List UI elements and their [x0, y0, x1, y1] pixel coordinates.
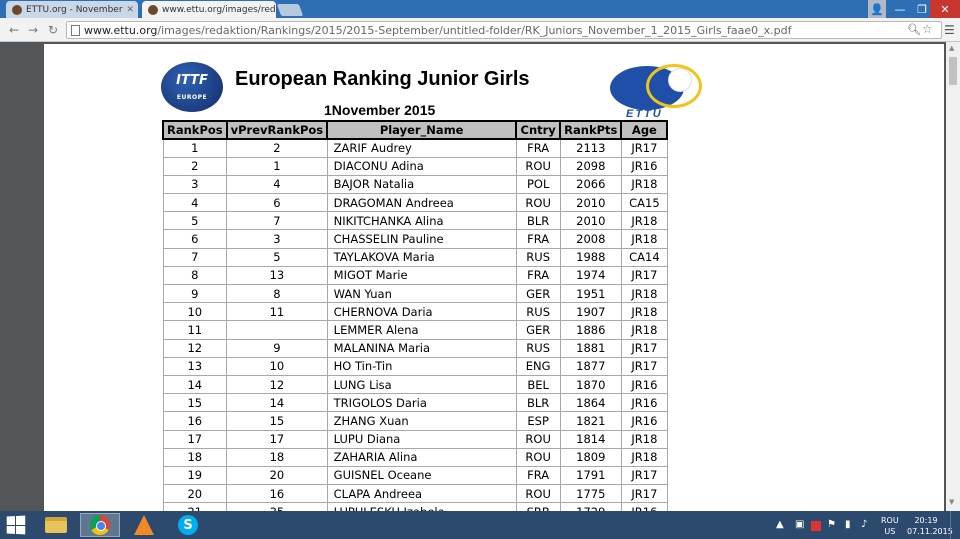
cell-player-name: DIACONU Adina [327, 157, 516, 175]
cell-rankpos: 19 [163, 466, 227, 484]
cell-prevrankpos: 3 [227, 230, 328, 248]
cell-rankpts: 1988 [560, 248, 621, 266]
cell-rankpts: 2066 [560, 175, 621, 193]
file-explorer-icon [45, 517, 67, 533]
keyboard-layout: US [884, 527, 896, 536]
table-row [163, 466, 667, 484]
cell-age: JR17 [621, 466, 667, 484]
table-row [163, 321, 667, 339]
cell-prevrankpos: 14 [227, 394, 328, 412]
cell-age: JR17 [621, 139, 667, 157]
show-desktop-button[interactable] [950, 511, 960, 539]
chrome-icon [90, 515, 110, 535]
cell-age: JR17 [621, 485, 667, 503]
document-title: European Ranking Junior Girls [235, 68, 530, 90]
back-arrow-icon[interactable]: ← [8, 23, 20, 37]
tray-app-icon[interactable]: ▣ [795, 519, 805, 530]
skype-icon: S [178, 515, 198, 535]
cell-player-name: BAJOR Natalia [327, 175, 516, 193]
table-row [163, 412, 667, 430]
taskbar-chrome[interactable] [80, 513, 120, 537]
zoom-icon[interactable]: 🔍︎ [907, 23, 921, 36]
cell-cntry: ROU [516, 430, 560, 448]
cell-rankpos: 1 [163, 139, 227, 157]
cell-rankpts: 2113 [560, 139, 621, 157]
cell-cntry: ESP [516, 412, 560, 430]
start-pane [7, 525, 15, 533]
cell-player-name: ZARIF Audrey [327, 139, 516, 157]
col-header-cntry: Cntry [516, 121, 560, 139]
table-row [163, 357, 667, 375]
ettu-favicon-icon [12, 5, 22, 15]
cell-rankpos: 7 [163, 248, 227, 266]
cell-rankpos: 16 [163, 412, 227, 430]
cell-rankpts: 1974 [560, 266, 621, 284]
cell-player-name: MIGOT Marie [327, 266, 516, 284]
table-row [163, 448, 667, 466]
cell-player-name: DRAGOMAN Andreea [327, 194, 516, 212]
scroll-up-arrow-icon[interactable]: ▲ [949, 44, 955, 52]
logo-ball [668, 68, 692, 92]
new-tab-button[interactable] [277, 4, 303, 16]
cell-prevrankpos: 7 [227, 212, 328, 230]
cell-cntry: ROU [516, 485, 560, 503]
cell-rankpts: 1864 [560, 394, 621, 412]
cell-cntry: BLR [516, 394, 560, 412]
cell-age: JR17 [621, 357, 667, 375]
start-pane [16, 526, 25, 535]
cell-rankpts: 1809 [560, 448, 621, 466]
tray-volume-icon[interactable]: ♪ [861, 519, 868, 530]
cell-prevrankpos: 12 [227, 375, 328, 393]
cell-rankpos: 11 [163, 321, 227, 339]
cell-cntry: BLR [516, 212, 560, 230]
tab-title: www.ettu.org/images/red [162, 4, 276, 15]
logo-word: EUROPE [176, 93, 208, 101]
cell-rankpts: 2008 [560, 230, 621, 248]
cell-player-name: LUPU Diana [327, 430, 516, 448]
cell-player-name: LUNG Lisa [327, 375, 516, 393]
cell-cntry: BEL [516, 375, 560, 393]
cell-player-name: NIKITCHANKA Alina [327, 212, 516, 230]
cell-player-name: ZHANG Xuan [327, 412, 516, 430]
cell-age: JR17 [621, 266, 667, 284]
cell-age: JR16 [621, 375, 667, 393]
cell-prevrankpos: 11 [227, 303, 328, 321]
reload-icon[interactable]: ↻ [47, 23, 59, 37]
cell-prevrankpos: 9 [227, 339, 328, 357]
table-row [163, 230, 667, 248]
address-url [84, 23, 792, 38]
cell-player-name: HO Tin-Tin [327, 357, 516, 375]
address-bar[interactable] [66, 21, 942, 39]
taskbar-file-explorer[interactable] [36, 513, 76, 537]
col-header-age: Age [621, 121, 667, 139]
tab-close-icon[interactable]: ✕ [126, 4, 135, 15]
cell-rankpts: 1886 [560, 321, 621, 339]
ettu-logo [610, 64, 704, 120]
cell-rankpos: 8 [163, 266, 227, 284]
cell-age: CA15 [621, 194, 667, 212]
table-row [163, 394, 667, 412]
logo-mark: ITTF [176, 72, 208, 88]
cell-cntry: ENG [516, 357, 560, 375]
scroll-down-arrow-icon[interactable]: ▼ [949, 498, 955, 506]
cell-age: JR18 [621, 230, 667, 248]
cell-age: JR16 [621, 157, 667, 175]
cell-cntry: FRA [516, 139, 560, 157]
cell-cntry: RUS [516, 248, 560, 266]
cell-player-name: TRIGOLOS Daria [327, 394, 516, 412]
user-profile-icon[interactable]: 👤 [868, 0, 886, 18]
close-window-button[interactable]: ✕ [930, 0, 960, 18]
cell-prevrankpos: 8 [227, 285, 328, 303]
tray-network-signal-icon[interactable]: ▮ [845, 519, 851, 530]
cell-prevrankpos: 17 [227, 430, 328, 448]
vlc-icon [134, 515, 154, 535]
cell-rankpos: 20 [163, 485, 227, 503]
cell-cntry: RUS [516, 303, 560, 321]
cell-prevrankpos: 2 [227, 139, 328, 157]
cell-prevrankpos [227, 321, 328, 339]
tray-flag-icon[interactable]: ⚑ [827, 519, 836, 530]
cell-rankpos: 12 [163, 339, 227, 357]
vertical-scrollbar[interactable] [946, 42, 960, 511]
cell-rankpts: 1821 [560, 412, 621, 430]
tab-strip [0, 0, 960, 18]
cell-rankpos: 10 [163, 303, 227, 321]
table-row [163, 375, 667, 393]
cell-player-name: MALANINA Maria [327, 339, 516, 357]
cell-cntry: GER [516, 285, 560, 303]
cell-rankpos: 18 [163, 448, 227, 466]
ranking-table-body [163, 139, 667, 521]
start-pane [16, 516, 25, 525]
cell-rankpts: 1951 [560, 285, 621, 303]
language-code: ROU [881, 516, 899, 525]
document-subtitle: 1November 2015 [324, 102, 436, 118]
col-header-prevrankpos: vPrevRankPos [227, 121, 328, 139]
tab-pdf[interactable] [142, 1, 276, 18]
table-row [163, 139, 667, 157]
cell-rankpos: 14 [163, 375, 227, 393]
cell-rankpos: 13 [163, 357, 227, 375]
table-row [163, 157, 667, 175]
col-header-player-name: Player_Name [327, 121, 516, 139]
cell-cntry: FRA [516, 230, 560, 248]
cell-age: JR17 [621, 339, 667, 357]
menu-hamburger-icon[interactable]: ☰ [944, 23, 955, 37]
table-row [163, 194, 667, 212]
cell-rankpts: 1814 [560, 430, 621, 448]
table-row [163, 266, 667, 284]
cell-player-name: ZAHARIA Alina [327, 448, 516, 466]
cell-rankpts: 1881 [560, 339, 621, 357]
url-domain: www.ettu.org [84, 24, 158, 37]
cell-cntry: RUS [516, 339, 560, 357]
cell-rankpos: 5 [163, 212, 227, 230]
cell-rankpos: 17 [163, 430, 227, 448]
col-header-rankpos: RankPos [163, 121, 227, 139]
cell-player-name: CHASSELIN Pauline [327, 230, 516, 248]
tab-ettu-november[interactable] [6, 1, 138, 18]
cell-prevrankpos: 5 [227, 248, 328, 266]
cell-rankpos: 9 [163, 285, 227, 303]
clock-date: 07.11.2015 [907, 527, 953, 536]
pdf-page [44, 44, 944, 511]
col-header-rankpts: RankPts [560, 121, 621, 139]
cell-cntry: ROU [516, 194, 560, 212]
cell-cntry: FRA [516, 466, 560, 484]
cell-player-name: TAYLAKOVA Maria [327, 248, 516, 266]
cell-rankpts: 1870 [560, 375, 621, 393]
ittf-europe-logo [161, 62, 223, 112]
restore-button[interactable]: ❐ [917, 2, 927, 16]
browser-toolbar [0, 18, 960, 42]
input-language-indicator[interactable] [881, 515, 899, 537]
cell-cntry: POL [516, 175, 560, 193]
cell-rankpos: 4 [163, 194, 227, 212]
page-icon [71, 25, 80, 36]
windows-taskbar [0, 511, 960, 539]
cell-age: JR16 [621, 412, 667, 430]
cell-prevrankpos: 16 [227, 485, 328, 503]
pdf-viewport[interactable] [0, 42, 960, 511]
cell-rankpos: 2 [163, 157, 227, 175]
cell-rankpts: 2098 [560, 157, 621, 175]
bookmark-star-icon[interactable]: ☆ [922, 22, 933, 36]
cell-cntry: GER [516, 321, 560, 339]
ettu-favicon-icon [148, 5, 158, 15]
cell-prevrankpos: 20 [227, 466, 328, 484]
cell-rankpts: 1907 [560, 303, 621, 321]
cell-player-name: WAN Yuan [327, 285, 516, 303]
cell-rankpts: 2010 [560, 212, 621, 230]
cell-age: JR18 [621, 303, 667, 321]
cell-cntry: ROU [516, 448, 560, 466]
table-row [163, 248, 667, 266]
cell-rankpts: 1775 [560, 485, 621, 503]
cell-cntry: FRA [516, 266, 560, 284]
table-row [163, 175, 667, 193]
cell-prevrankpos: 10 [227, 357, 328, 375]
logo-word: ETTU [626, 108, 663, 120]
taskbar-vlc[interactable] [124, 513, 164, 537]
cell-prevrankpos: 6 [227, 194, 328, 212]
cell-prevrankpos: 18 [227, 448, 328, 466]
cell-player-name: LEMMER Alena [327, 321, 516, 339]
cell-age: JR18 [621, 430, 667, 448]
cell-rankpos: 3 [163, 175, 227, 193]
taskbar-skype[interactable] [168, 513, 208, 537]
cell-rankpts: 1877 [560, 357, 621, 375]
cell-age: JR18 [621, 448, 667, 466]
cell-rankpts: 2010 [560, 194, 621, 212]
table-row [163, 303, 667, 321]
cell-age: JR18 [621, 212, 667, 230]
cell-cntry: ROU [516, 157, 560, 175]
cell-player-name: CHERNOVA Daria [327, 303, 516, 321]
url-path: /images/redaktion/Rankings/2015/2015-September/untitled-folder/RK_Juniors_November_1_2015_Girls_faae0_x.pdf [157, 24, 792, 37]
table-row [163, 285, 667, 303]
tray-alert-icon[interactable] [811, 521, 821, 531]
table-header-row [163, 121, 667, 139]
cell-age: CA14 [621, 248, 667, 266]
cell-age: JR16 [621, 394, 667, 412]
cell-prevrankpos: 13 [227, 266, 328, 284]
cell-age: JR18 [621, 175, 667, 193]
cell-age: JR18 [621, 321, 667, 339]
table-row [163, 212, 667, 230]
ranking-table [162, 120, 668, 521]
taskbar-clock[interactable] [907, 515, 953, 537]
table-row [163, 485, 667, 503]
cell-player-name: GUISNEL Oceane [327, 466, 516, 484]
cell-rankpos: 6 [163, 230, 227, 248]
tab-title: ETTU.org - November [26, 4, 123, 15]
tray-overflow-chevron-icon[interactable]: ▲ [776, 519, 784, 530]
clock-time: 20:19 [914, 516, 938, 525]
table-row [163, 430, 667, 448]
table-row [163, 339, 667, 357]
cell-prevrankpos: 4 [227, 175, 328, 193]
start-pane [7, 516, 15, 524]
windows-start-button[interactable] [7, 516, 27, 535]
cell-prevrankpos: 1 [227, 157, 328, 175]
cell-player-name: CLAPA Andreea [327, 485, 516, 503]
scrollbar-thumb[interactable] [949, 57, 957, 85]
cell-age: JR18 [621, 285, 667, 303]
cell-prevrankpos: 15 [227, 412, 328, 430]
minimize-button[interactable]: — [894, 2, 906, 16]
cell-rankpts: 1791 [560, 466, 621, 484]
forward-arrow-icon[interactable]: → [27, 23, 39, 37]
cell-rankpos: 15 [163, 394, 227, 412]
